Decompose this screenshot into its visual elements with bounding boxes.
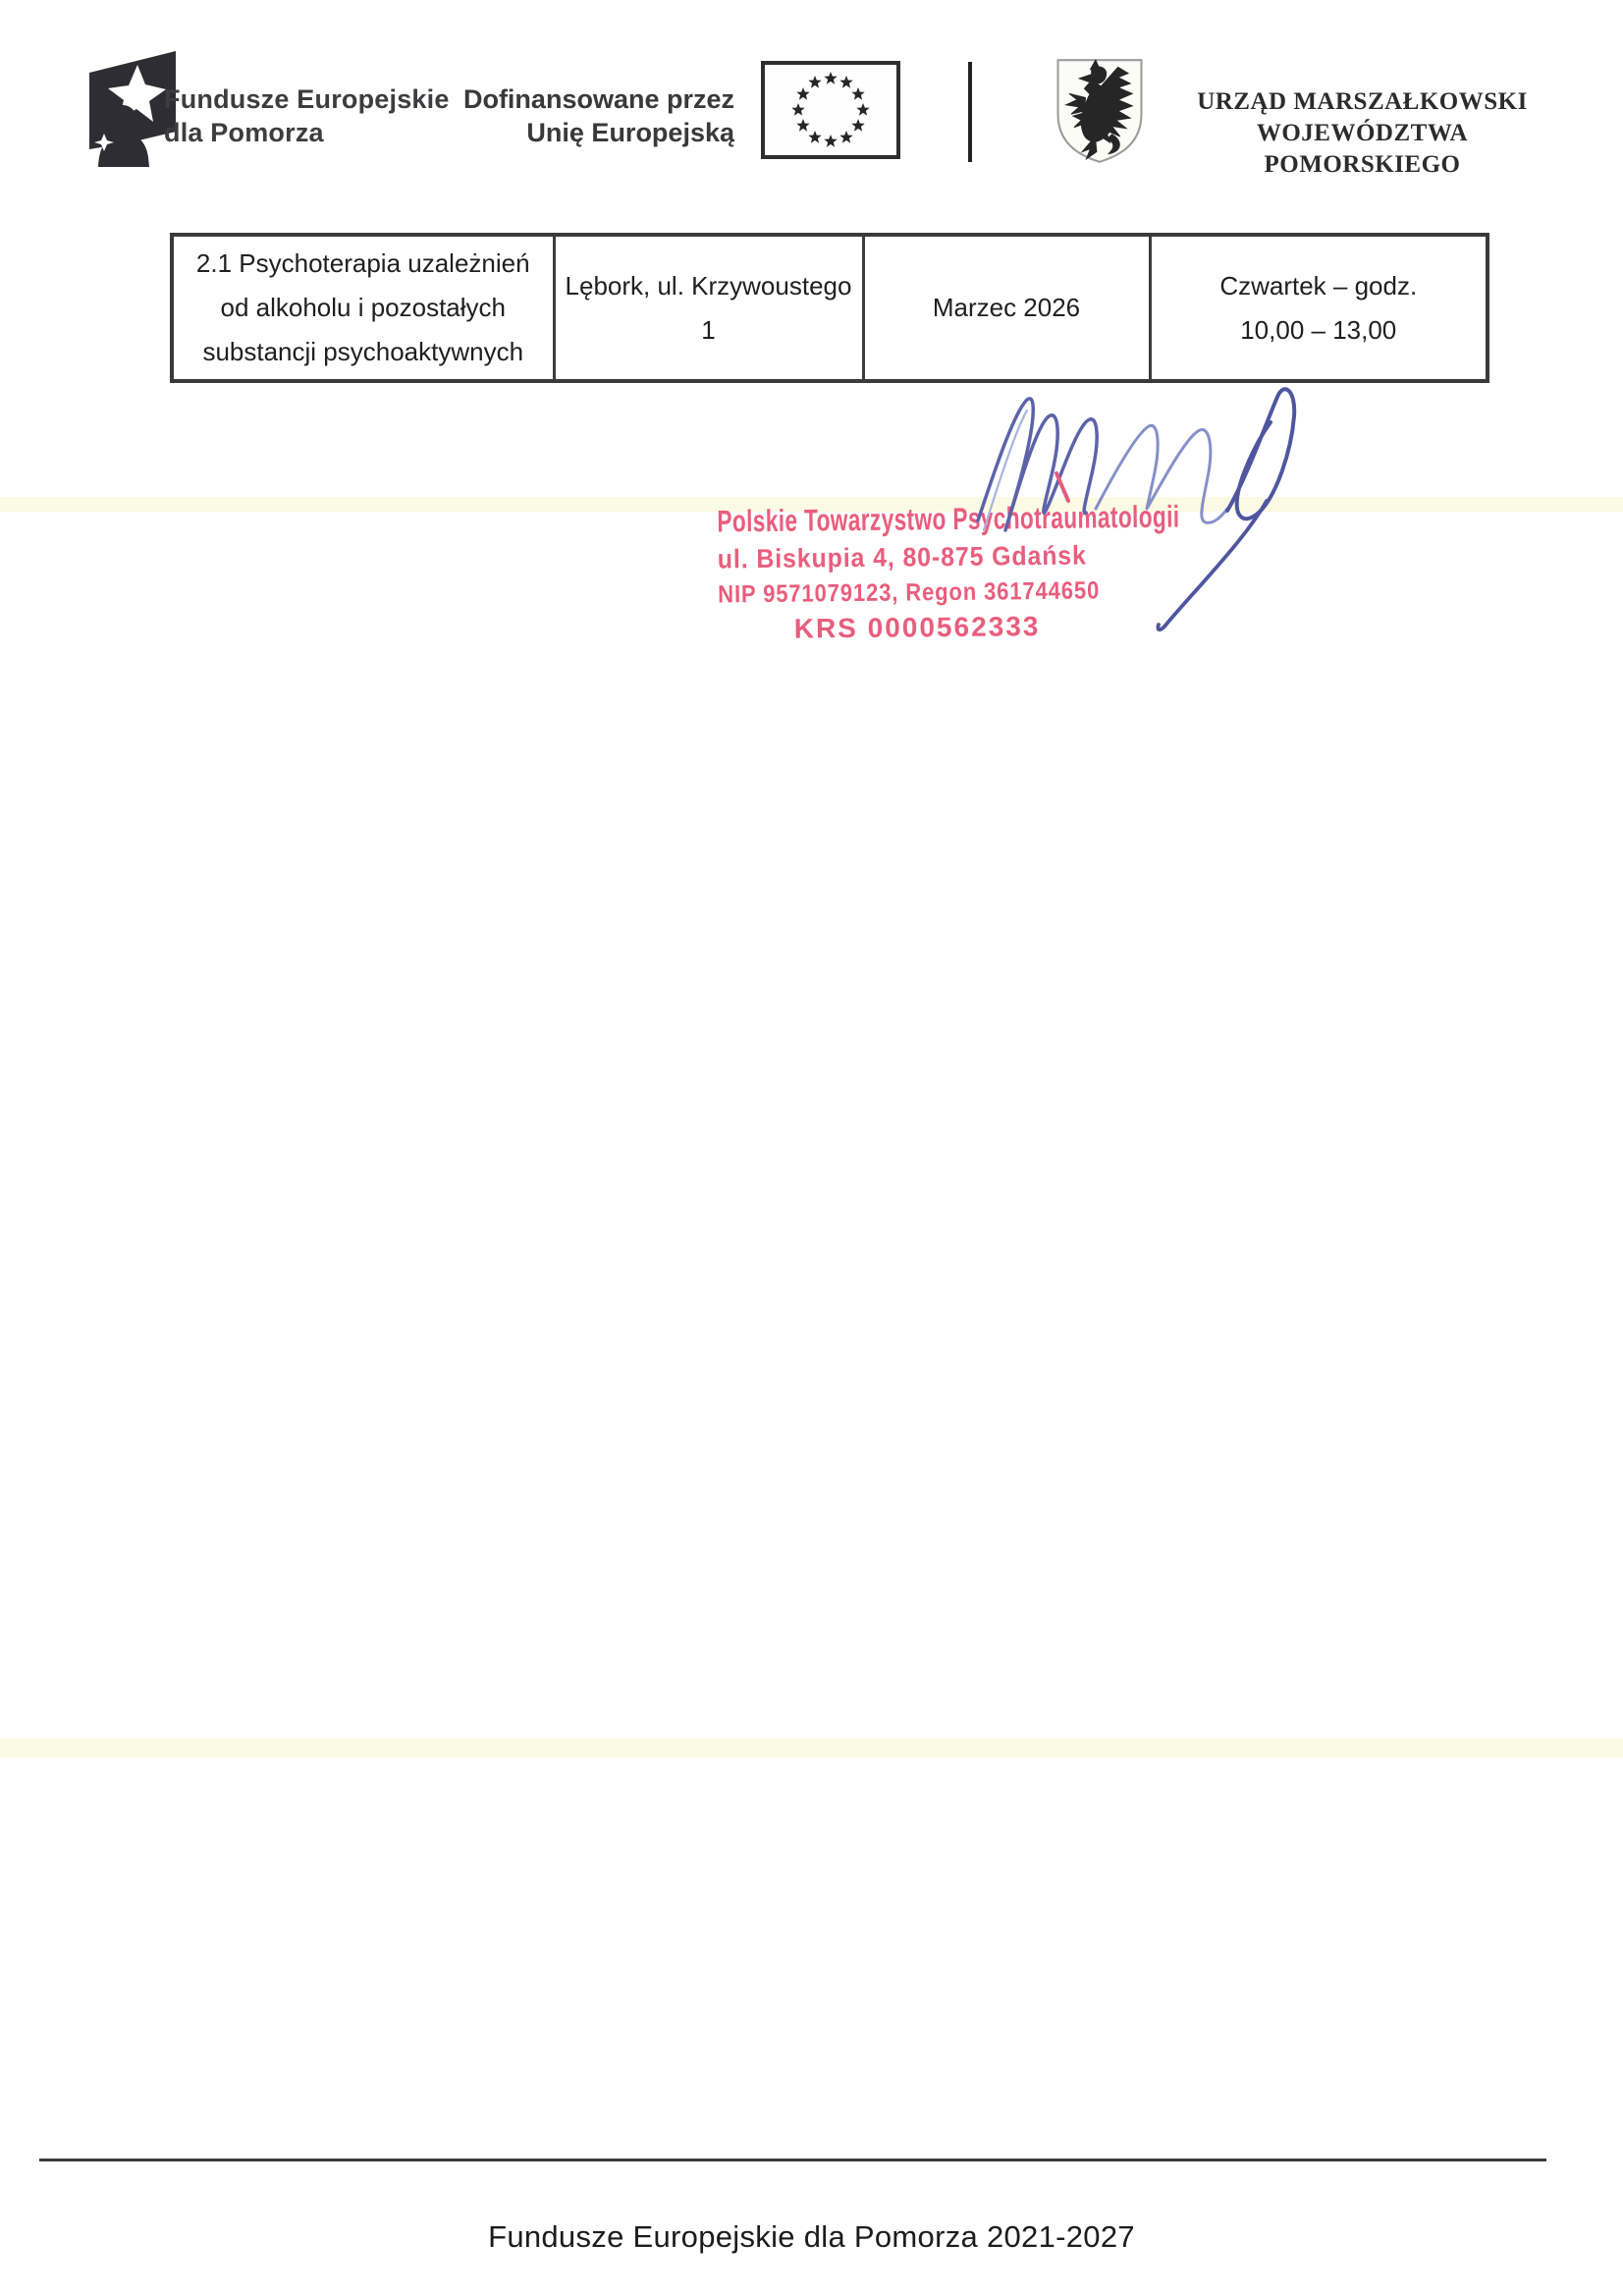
cell-line: 1: [701, 314, 716, 345]
funding-line2: Unię Europejską: [526, 118, 734, 147]
cell-line: 2.1 Psychoterapia uzależnień: [195, 248, 530, 278]
cell-location: [554, 235, 863, 381]
marshal-office-caption: [1163, 86, 1561, 181]
pomorskie-griffin-crest-icon: [1051, 55, 1149, 167]
office-line1: URZĄD MARSZAŁKOWSKI: [1197, 88, 1528, 115]
stamp-krs: KRS 0000562333: [793, 611, 1041, 644]
schedule-table: [170, 233, 1489, 383]
stamp-org-name: Polskie Towarzystwo Psychotraumatologii: [717, 500, 1180, 540]
cell-line: od alkoholu i pozostałych: [220, 293, 507, 322]
cell-line: Lębork, ul. Krzywoustego: [565, 270, 852, 301]
cell-line: 10,00 – 13,00: [1240, 314, 1397, 345]
cell-line: Czwartek – godz.: [1219, 270, 1418, 301]
scan-artifact-band: [0, 1738, 1623, 1758]
cell-day-hours: [1150, 235, 1488, 381]
fe-logo-line2: dla Pomorza: [164, 118, 324, 147]
funding-line1: Dofinansowane przez: [462, 84, 734, 114]
stamp-nip-regon: NIP 9571079123, Regon 361744650: [718, 576, 1101, 609]
cell-therapy-type: [172, 235, 554, 381]
stamp-address: ul. Biskupia 4, 80-875 Gdańsk: [717, 540, 1087, 574]
fe-logo-line1: Fundusze Europejskie: [164, 84, 450, 114]
header-vertical-divider: [968, 62, 972, 162]
funding-caption: [412, 82, 734, 149]
cell-month: [863, 235, 1150, 381]
footer-program-caption: Fundusze Europejskie dla Pomorza 2021-2027: [488, 2219, 1135, 2254]
office-line2: WOJEWÓDZTWA POMORSKIEGO: [1256, 120, 1469, 178]
table-row: [172, 235, 1488, 381]
cell-line: substancji psychoaktywnych: [202, 337, 524, 366]
fe-logo-wordmark: [164, 82, 450, 149]
cell-line: Marzec 2026: [932, 293, 1081, 322]
eu-flag-icon: [761, 61, 900, 159]
handwritten-signature: [921, 381, 1343, 648]
footer-divider: [39, 2159, 1546, 2161]
